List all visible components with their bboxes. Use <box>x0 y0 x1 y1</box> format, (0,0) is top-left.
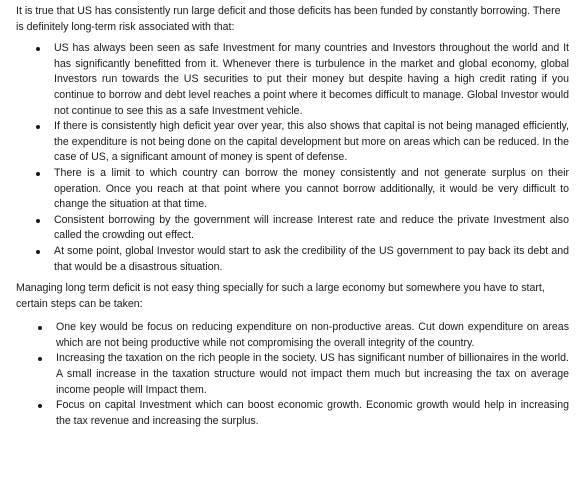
list-item-risk <box>54 41 569 119</box>
bullet-icon <box>36 250 40 254</box>
risks-list <box>16 41 570 275</box>
step-text: One key would be focus on reducing expenditure on non-productive areas. Cut down expenditure on areas which are not being productive while not compromising the overall integrity of the country. <box>56 321 569 349</box>
risk-text: If there is consistently high deficit year over year, this also shows that capital is not being managed efficiently, the expenditure is not being done on the capital development but more on areas which can be reduced. In the case of US, a significant amount of money is spent of defense. <box>54 120 569 164</box>
list-item-risk <box>54 166 569 213</box>
bullet-icon <box>38 357 42 361</box>
bullet-icon <box>38 326 42 330</box>
bullet-icon <box>36 125 40 129</box>
steps-list <box>16 320 570 429</box>
risk-text: At some point, global Investor would start to ask the credibility of the US government to pay back its debt and that would be a disastrous situation. <box>54 244 569 273</box>
bullet-icon <box>38 404 42 408</box>
bullet-icon <box>36 219 40 223</box>
list-item-risk <box>54 119 569 166</box>
bullet-icon <box>36 172 40 176</box>
step-text: Focus on capital Investment which can boost economic growth. Economic growth would help in increasing the tax revenue and increasing the surplus. <box>56 399 569 427</box>
intro-paragraph: It is true that US has consistently run large deficit and those deficits has been funded by constantly borrowing. There is definitely long-term risk associated with that: <box>16 5 561 33</box>
list-item-step <box>56 351 569 398</box>
steps-intro-paragraph: Managing long term deficit is not easy thing specially for such a large economy but somewhere you have to start, certain steps can be taken: <box>16 282 545 310</box>
list-item-step <box>56 398 569 429</box>
bullet-icon <box>36 47 40 51</box>
risk-text: There is a limit to which country can borrow the money consistently and not generate surplus on their operation. Once you reach at that point where you cannot borrow additionally, it would be very difficult to change the situation at that time. <box>54 166 569 211</box>
step-text: Increasing the taxation on the rich people in the society. US has significant number of billionaires in the world. A small increase in the taxation structure would not impact them much but increasing the tax on average income people will Impact them. <box>56 352 569 396</box>
list-item-risk <box>54 244 569 275</box>
risk-text: Consistent borrowing by the government will increase Interest rate and reduce the private Investment also called the crowding out effect. <box>54 213 569 242</box>
list-item-step <box>56 320 569 351</box>
list-item-risk <box>54 213 569 244</box>
risk-text: US has always been seen as safe Investment for many countries and Investors throughout the world and It has significantly benefitted from it. Whenever there is turbulence in the market and global economy, global Investors run towards the US securities to put their money but despite having a high credit rating if you continue to borrow and debt level reaches a point where it becomes difficult to manage. Global Investor would not continue to see this as a safe Investment vehicle. <box>54 42 569 117</box>
